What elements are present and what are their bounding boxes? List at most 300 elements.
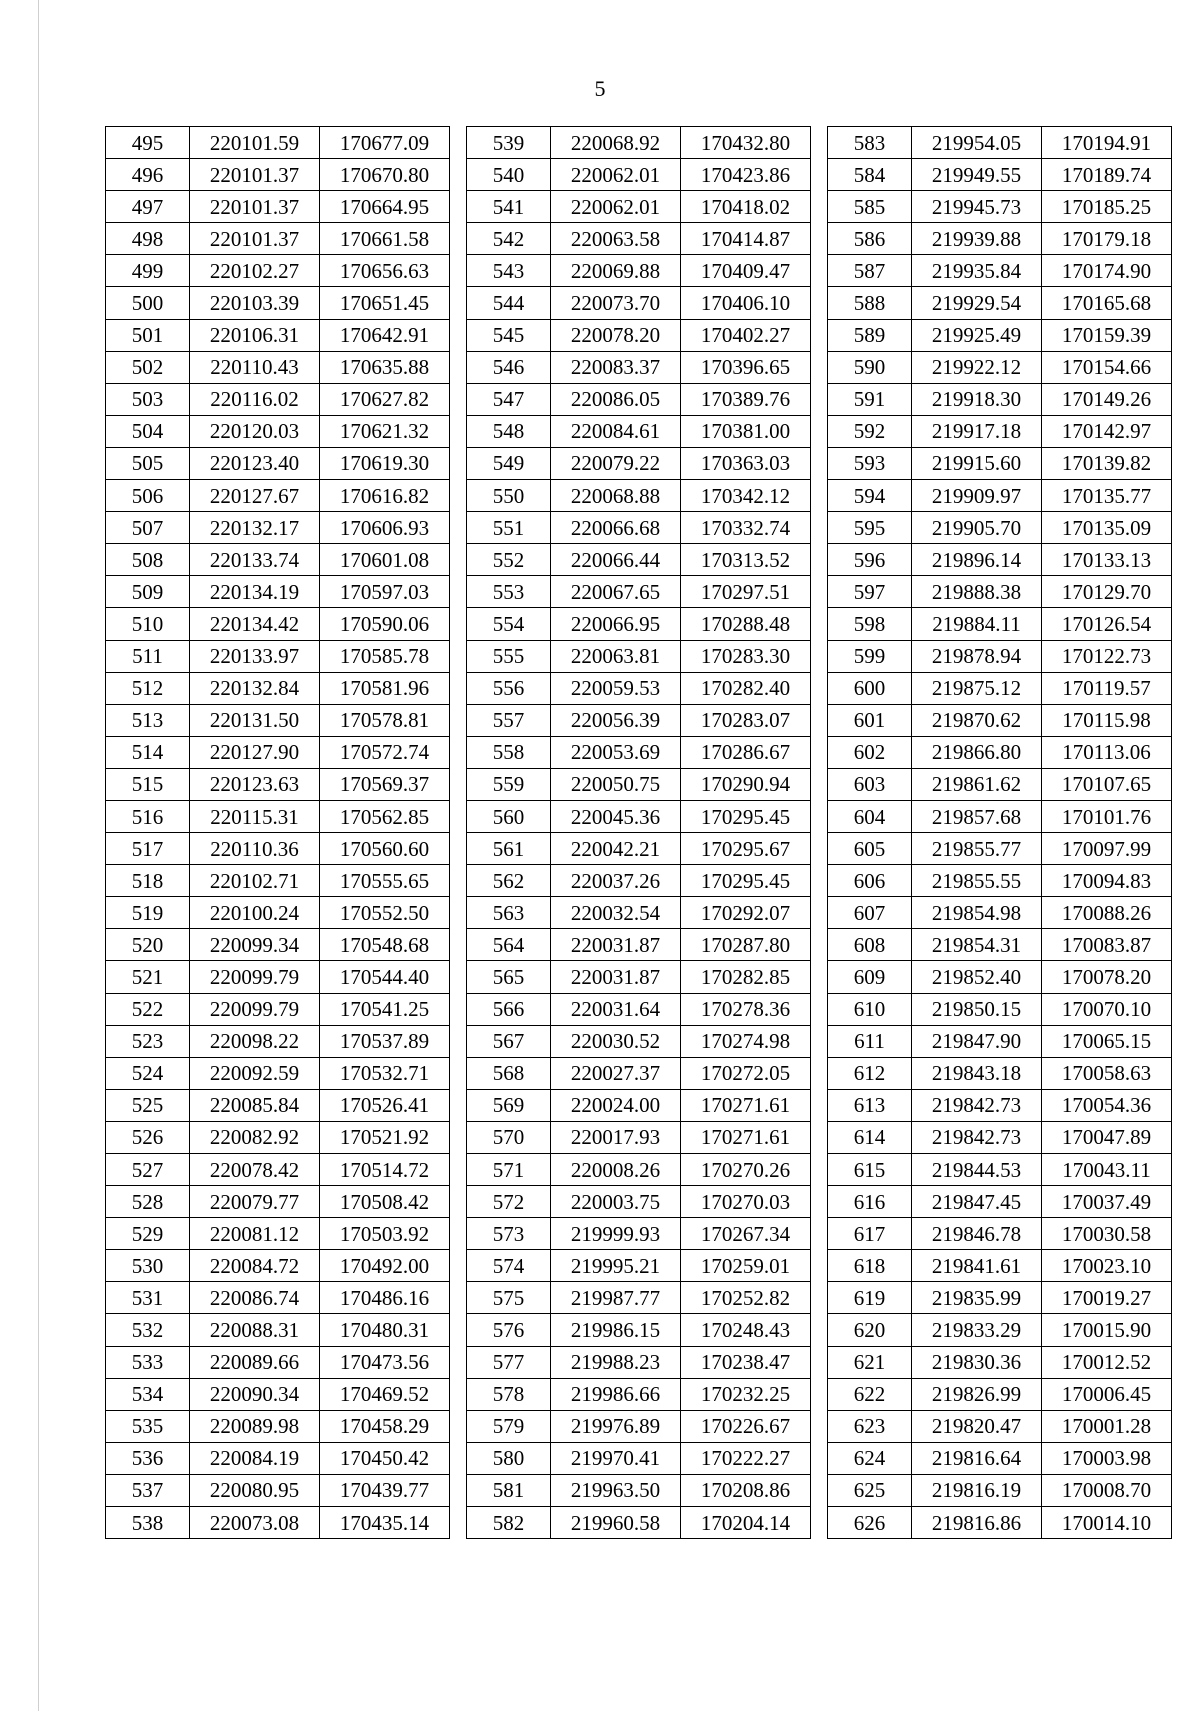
table-row	[467, 961, 811, 993]
x-coordinate-cell: 219988.23	[551, 1346, 681, 1378]
y-coordinate-cell: 170287.80	[681, 929, 811, 961]
y-coordinate-cell: 170532.71	[320, 1057, 450, 1089]
point-number-cell: 569	[467, 1089, 551, 1121]
x-coordinate-cell: 220059.53	[551, 672, 681, 704]
y-coordinate-cell: 170088.26	[1042, 897, 1172, 929]
point-number-cell: 531	[106, 1282, 190, 1314]
y-coordinate-cell: 170271.61	[681, 1089, 811, 1121]
y-coordinate-cell: 170101.76	[1042, 800, 1172, 832]
table-row	[467, 351, 811, 383]
y-coordinate-cell: 170252.82	[681, 1282, 811, 1314]
x-coordinate-cell: 219816.64	[912, 1442, 1042, 1474]
y-coordinate-cell: 170396.65	[681, 351, 811, 383]
x-coordinate-cell: 220099.79	[190, 993, 320, 1025]
y-coordinate-cell: 170473.56	[320, 1346, 450, 1378]
table-row	[828, 1057, 1172, 1089]
point-number-cell: 521	[106, 961, 190, 993]
x-coordinate-cell: 220103.39	[190, 287, 320, 319]
x-coordinate-cell: 220099.79	[190, 961, 320, 993]
point-number-cell: 538	[106, 1507, 190, 1539]
table-row	[106, 255, 450, 287]
point-number-cell: 555	[467, 640, 551, 672]
table-row	[828, 1089, 1172, 1121]
x-coordinate-cell: 220032.54	[551, 897, 681, 929]
x-coordinate-cell: 220063.81	[551, 640, 681, 672]
x-coordinate-cell: 220134.42	[190, 608, 320, 640]
point-number-cell: 601	[828, 704, 912, 736]
point-number-cell: 573	[467, 1218, 551, 1250]
point-number-cell: 582	[467, 1507, 551, 1539]
point-number-cell: 575	[467, 1282, 551, 1314]
y-coordinate-cell: 170222.27	[681, 1442, 811, 1474]
y-coordinate-cell: 170282.40	[681, 672, 811, 704]
table-row	[106, 1154, 450, 1186]
table-row	[467, 1121, 811, 1153]
y-coordinate-cell: 170119.57	[1042, 672, 1172, 704]
x-coordinate-cell: 219917.18	[912, 415, 1042, 447]
x-coordinate-cell: 219986.15	[551, 1314, 681, 1346]
y-coordinate-cell: 170402.27	[681, 319, 811, 351]
y-coordinate-cell: 170363.03	[681, 447, 811, 479]
y-coordinate-cell: 170135.09	[1042, 512, 1172, 544]
point-number-cell: 533	[106, 1346, 190, 1378]
x-coordinate-cell: 219841.61	[912, 1250, 1042, 1282]
point-number-cell: 577	[467, 1346, 551, 1378]
table-row	[467, 1410, 811, 1442]
y-coordinate-cell: 170094.83	[1042, 865, 1172, 897]
point-number-cell: 554	[467, 608, 551, 640]
point-number-cell: 507	[106, 512, 190, 544]
point-number-cell: 613	[828, 1089, 912, 1121]
point-number-cell: 547	[467, 383, 551, 415]
table-row	[467, 608, 811, 640]
point-number-cell: 535	[106, 1410, 190, 1442]
x-coordinate-cell: 220031.87	[551, 929, 681, 961]
x-coordinate-cell: 220045.36	[551, 800, 681, 832]
y-coordinate-cell: 170409.47	[681, 255, 811, 287]
y-coordinate-cell: 170480.31	[320, 1314, 450, 1346]
y-coordinate-cell: 170537.89	[320, 1025, 450, 1057]
y-coordinate-cell: 170283.30	[681, 640, 811, 672]
point-number-cell: 581	[467, 1474, 551, 1506]
y-coordinate-cell: 170541.25	[320, 993, 450, 1025]
y-coordinate-cell: 170070.10	[1042, 993, 1172, 1025]
point-number-cell: 537	[106, 1474, 190, 1506]
table-row	[467, 1346, 811, 1378]
table-row	[467, 512, 811, 544]
x-coordinate-cell: 220068.92	[551, 127, 681, 159]
x-coordinate-cell: 220084.61	[551, 415, 681, 447]
table-row	[106, 1378, 450, 1410]
x-coordinate-cell: 219925.49	[912, 319, 1042, 351]
x-coordinate-cell: 220073.08	[190, 1507, 320, 1539]
table-row	[106, 127, 450, 159]
point-number-cell: 618	[828, 1250, 912, 1282]
y-coordinate-cell: 170133.13	[1042, 544, 1172, 576]
table-row	[106, 544, 450, 576]
y-coordinate-cell: 170065.15	[1042, 1025, 1172, 1057]
table-row	[467, 191, 811, 223]
point-number-cell: 612	[828, 1057, 912, 1089]
x-coordinate-cell: 220133.74	[190, 544, 320, 576]
table-row	[828, 1218, 1172, 1250]
y-coordinate-cell: 170544.40	[320, 961, 450, 993]
x-coordinate-cell: 219954.05	[912, 127, 1042, 159]
x-coordinate-cell: 220100.24	[190, 897, 320, 929]
x-coordinate-cell: 219935.84	[912, 255, 1042, 287]
x-coordinate-cell: 220102.27	[190, 255, 320, 287]
point-number-cell: 587	[828, 255, 912, 287]
point-number-cell: 551	[467, 512, 551, 544]
table-row	[467, 865, 811, 897]
point-number-cell: 502	[106, 351, 190, 383]
point-number-cell: 510	[106, 608, 190, 640]
table-row	[106, 191, 450, 223]
y-coordinate-cell: 170526.41	[320, 1089, 450, 1121]
point-number-cell: 588	[828, 287, 912, 319]
y-coordinate-cell: 170097.99	[1042, 833, 1172, 865]
point-number-cell: 500	[106, 287, 190, 319]
point-number-cell: 503	[106, 383, 190, 415]
table-row	[106, 1025, 450, 1057]
x-coordinate-cell: 219905.70	[912, 512, 1042, 544]
point-number-cell: 508	[106, 544, 190, 576]
point-number-cell: 615	[828, 1154, 912, 1186]
table-row	[828, 351, 1172, 383]
table-row	[106, 1057, 450, 1089]
table-row	[828, 480, 1172, 512]
point-number-cell: 548	[467, 415, 551, 447]
point-number-cell: 624	[828, 1442, 912, 1474]
y-coordinate-cell: 170560.60	[320, 833, 450, 865]
y-coordinate-cell: 170295.45	[681, 800, 811, 832]
table-row	[828, 415, 1172, 447]
coordinate-table-3	[827, 126, 1172, 1539]
point-number-cell: 600	[828, 672, 912, 704]
y-coordinate-cell: 170008.70	[1042, 1474, 1172, 1506]
y-coordinate-cell: 170435.14	[320, 1507, 450, 1539]
point-number-cell: 593	[828, 447, 912, 479]
y-coordinate-cell: 170248.43	[681, 1314, 811, 1346]
y-coordinate-cell: 170204.14	[681, 1507, 811, 1539]
table-row	[828, 865, 1172, 897]
table-row	[467, 768, 811, 800]
x-coordinate-cell: 219939.88	[912, 223, 1042, 255]
point-number-cell: 598	[828, 608, 912, 640]
y-coordinate-cell: 170113.06	[1042, 736, 1172, 768]
x-coordinate-cell: 220081.12	[190, 1218, 320, 1250]
table-row	[828, 1314, 1172, 1346]
table-row	[828, 1250, 1172, 1282]
y-coordinate-cell: 170286.67	[681, 736, 811, 768]
x-coordinate-cell: 219929.54	[912, 287, 1042, 319]
point-number-cell: 608	[828, 929, 912, 961]
point-number-cell: 603	[828, 768, 912, 800]
x-coordinate-cell: 219878.94	[912, 640, 1042, 672]
x-coordinate-cell: 220068.88	[551, 480, 681, 512]
y-coordinate-cell: 170677.09	[320, 127, 450, 159]
x-coordinate-cell: 220098.22	[190, 1025, 320, 1057]
table-row	[828, 1154, 1172, 1186]
table-row	[106, 1346, 450, 1378]
x-coordinate-cell: 219844.53	[912, 1154, 1042, 1186]
y-coordinate-cell: 170023.10	[1042, 1250, 1172, 1282]
x-coordinate-cell: 220042.21	[551, 833, 681, 865]
point-number-cell: 530	[106, 1250, 190, 1282]
point-number-cell: 586	[828, 223, 912, 255]
table-row	[828, 1378, 1172, 1410]
point-number-cell: 622	[828, 1378, 912, 1410]
point-number-cell: 585	[828, 191, 912, 223]
x-coordinate-cell: 219995.21	[551, 1250, 681, 1282]
point-number-cell: 552	[467, 544, 551, 576]
y-coordinate-cell: 170159.39	[1042, 319, 1172, 351]
point-number-cell: 580	[467, 1442, 551, 1474]
table-row	[106, 287, 450, 319]
table-row	[106, 447, 450, 479]
table-row	[828, 223, 1172, 255]
table-row	[467, 1282, 811, 1314]
x-coordinate-cell: 220115.31	[190, 800, 320, 832]
table-row	[828, 672, 1172, 704]
point-number-cell: 509	[106, 576, 190, 608]
x-coordinate-cell: 220083.37	[551, 351, 681, 383]
table-row	[828, 1186, 1172, 1218]
point-number-cell: 542	[467, 223, 551, 255]
table-row	[828, 897, 1172, 929]
table-row	[828, 608, 1172, 640]
table-row	[106, 1442, 450, 1474]
point-number-cell: 558	[467, 736, 551, 768]
point-number-cell: 572	[467, 1186, 551, 1218]
y-coordinate-cell: 170278.36	[681, 993, 811, 1025]
point-number-cell: 609	[828, 961, 912, 993]
x-coordinate-cell: 219846.78	[912, 1218, 1042, 1250]
y-coordinate-cell: 170122.73	[1042, 640, 1172, 672]
coordinate-tables	[105, 126, 1172, 1539]
x-coordinate-cell: 220110.36	[190, 833, 320, 865]
table-row	[828, 544, 1172, 576]
point-number-cell: 528	[106, 1186, 190, 1218]
y-coordinate-cell: 170656.63	[320, 255, 450, 287]
table-row	[467, 1025, 811, 1057]
x-coordinate-cell: 220003.75	[551, 1186, 681, 1218]
x-coordinate-cell: 220099.34	[190, 929, 320, 961]
table-row	[467, 1442, 811, 1474]
point-number-cell: 543	[467, 255, 551, 287]
point-number-cell: 561	[467, 833, 551, 865]
y-coordinate-cell: 170621.32	[320, 415, 450, 447]
point-number-cell: 619	[828, 1282, 912, 1314]
point-number-cell: 597	[828, 576, 912, 608]
table-row	[467, 993, 811, 1025]
point-number-cell: 556	[467, 672, 551, 704]
y-coordinate-cell: 170185.25	[1042, 191, 1172, 223]
y-coordinate-cell: 170585.78	[320, 640, 450, 672]
table-row	[467, 544, 811, 576]
point-number-cell: 518	[106, 865, 190, 897]
x-coordinate-cell: 220062.01	[551, 159, 681, 191]
coordinate-table-2	[466, 126, 811, 1539]
y-coordinate-cell: 170555.65	[320, 865, 450, 897]
point-number-cell: 625	[828, 1474, 912, 1506]
table-row	[467, 159, 811, 191]
y-coordinate-cell: 170047.89	[1042, 1121, 1172, 1153]
y-coordinate-cell: 170232.25	[681, 1378, 811, 1410]
y-coordinate-cell: 170003.98	[1042, 1442, 1172, 1474]
x-coordinate-cell: 219870.62	[912, 704, 1042, 736]
y-coordinate-cell: 170194.91	[1042, 127, 1172, 159]
x-coordinate-cell: 220050.75	[551, 768, 681, 800]
point-number-cell: 626	[828, 1507, 912, 1539]
table-row	[106, 1314, 450, 1346]
table-row	[106, 223, 450, 255]
table-row	[828, 1410, 1172, 1442]
x-coordinate-cell: 220069.88	[551, 255, 681, 287]
point-number-cell: 583	[828, 127, 912, 159]
table-row	[106, 1218, 450, 1250]
x-coordinate-cell: 220089.98	[190, 1410, 320, 1442]
x-coordinate-cell: 220106.31	[190, 319, 320, 351]
y-coordinate-cell: 170458.29	[320, 1410, 450, 1442]
x-coordinate-cell: 219816.19	[912, 1474, 1042, 1506]
table-row	[106, 1089, 450, 1121]
y-coordinate-cell: 170030.58	[1042, 1218, 1172, 1250]
x-coordinate-cell: 219909.97	[912, 480, 1042, 512]
point-number-cell: 567	[467, 1025, 551, 1057]
coordinate-table-1	[105, 126, 450, 1539]
x-coordinate-cell: 219875.12	[912, 672, 1042, 704]
point-number-cell: 584	[828, 159, 912, 191]
point-number-cell: 546	[467, 351, 551, 383]
point-number-cell: 611	[828, 1025, 912, 1057]
y-coordinate-cell: 170270.03	[681, 1186, 811, 1218]
y-coordinate-cell: 170165.68	[1042, 287, 1172, 319]
y-coordinate-cell: 170126.54	[1042, 608, 1172, 640]
table-row	[106, 961, 450, 993]
point-number-cell: 616	[828, 1186, 912, 1218]
point-number-cell: 605	[828, 833, 912, 865]
table-row	[828, 447, 1172, 479]
y-coordinate-cell: 170083.87	[1042, 929, 1172, 961]
y-coordinate-cell: 170054.36	[1042, 1089, 1172, 1121]
point-number-cell: 553	[467, 576, 551, 608]
point-number-cell: 517	[106, 833, 190, 865]
point-number-cell: 576	[467, 1314, 551, 1346]
point-number-cell: 506	[106, 480, 190, 512]
table-row	[106, 833, 450, 865]
y-coordinate-cell: 170014.10	[1042, 1507, 1172, 1539]
table-row	[828, 1025, 1172, 1057]
point-number-cell: 523	[106, 1025, 190, 1057]
point-number-cell: 602	[828, 736, 912, 768]
table-row	[106, 1507, 450, 1539]
x-coordinate-cell: 219861.62	[912, 768, 1042, 800]
x-coordinate-cell: 220084.19	[190, 1442, 320, 1474]
table-row	[467, 1507, 811, 1539]
y-coordinate-cell: 170270.26	[681, 1154, 811, 1186]
point-number-cell: 514	[106, 736, 190, 768]
table-row	[106, 865, 450, 897]
y-coordinate-cell: 170508.42	[320, 1186, 450, 1218]
x-coordinate-cell: 220086.74	[190, 1282, 320, 1314]
x-coordinate-cell: 220092.59	[190, 1057, 320, 1089]
x-coordinate-cell: 219843.18	[912, 1057, 1042, 1089]
table-row	[828, 1442, 1172, 1474]
table-row	[106, 1186, 450, 1218]
table-row	[106, 576, 450, 608]
y-coordinate-cell: 170664.95	[320, 191, 450, 223]
y-coordinate-cell: 170139.82	[1042, 447, 1172, 479]
table-row	[106, 1121, 450, 1153]
table-row	[828, 736, 1172, 768]
table-row	[467, 1154, 811, 1186]
table-row	[828, 159, 1172, 191]
left-margin-line	[38, 0, 39, 1711]
point-number-cell: 592	[828, 415, 912, 447]
point-number-cell: 519	[106, 897, 190, 929]
point-number-cell: 564	[467, 929, 551, 961]
y-coordinate-cell: 170619.30	[320, 447, 450, 479]
y-coordinate-cell: 170572.74	[320, 736, 450, 768]
point-number-cell: 604	[828, 800, 912, 832]
y-coordinate-cell: 170450.42	[320, 1442, 450, 1474]
table-row	[106, 800, 450, 832]
point-number-cell: 520	[106, 929, 190, 961]
point-number-cell: 525	[106, 1089, 190, 1121]
table-row	[828, 993, 1172, 1025]
table-row	[828, 255, 1172, 287]
x-coordinate-cell: 220101.37	[190, 191, 320, 223]
point-number-cell: 522	[106, 993, 190, 1025]
x-coordinate-cell: 219854.98	[912, 897, 1042, 929]
y-coordinate-cell: 170135.77	[1042, 480, 1172, 512]
x-coordinate-cell: 219850.15	[912, 993, 1042, 1025]
table-row	[828, 191, 1172, 223]
x-coordinate-cell: 220120.03	[190, 415, 320, 447]
x-coordinate-cell: 219945.73	[912, 191, 1042, 223]
table-row	[467, 480, 811, 512]
y-coordinate-cell: 170290.94	[681, 768, 811, 800]
y-coordinate-cell: 170129.70	[1042, 576, 1172, 608]
point-number-cell: 540	[467, 159, 551, 191]
y-coordinate-cell: 170552.50	[320, 897, 450, 929]
x-coordinate-cell: 220017.93	[551, 1121, 681, 1153]
table-row	[828, 287, 1172, 319]
y-coordinate-cell: 170389.76	[681, 383, 811, 415]
point-number-cell: 589	[828, 319, 912, 351]
y-coordinate-cell: 170548.68	[320, 929, 450, 961]
y-coordinate-cell: 170208.86	[681, 1474, 811, 1506]
point-number-cell: 607	[828, 897, 912, 929]
y-coordinate-cell: 170043.11	[1042, 1154, 1172, 1186]
point-number-cell: 512	[106, 672, 190, 704]
x-coordinate-cell: 220037.26	[551, 865, 681, 897]
y-coordinate-cell: 170149.26	[1042, 383, 1172, 415]
table-row	[467, 897, 811, 929]
table-row	[106, 415, 450, 447]
table-row	[106, 929, 450, 961]
y-coordinate-cell: 170406.10	[681, 287, 811, 319]
x-coordinate-cell: 220123.40	[190, 447, 320, 479]
table-row	[467, 1378, 811, 1410]
table-row	[106, 1250, 450, 1282]
y-coordinate-cell: 170616.82	[320, 480, 450, 512]
y-coordinate-cell: 170271.61	[681, 1121, 811, 1153]
x-coordinate-cell: 219888.38	[912, 576, 1042, 608]
y-coordinate-cell: 170381.00	[681, 415, 811, 447]
x-coordinate-cell: 220053.69	[551, 736, 681, 768]
